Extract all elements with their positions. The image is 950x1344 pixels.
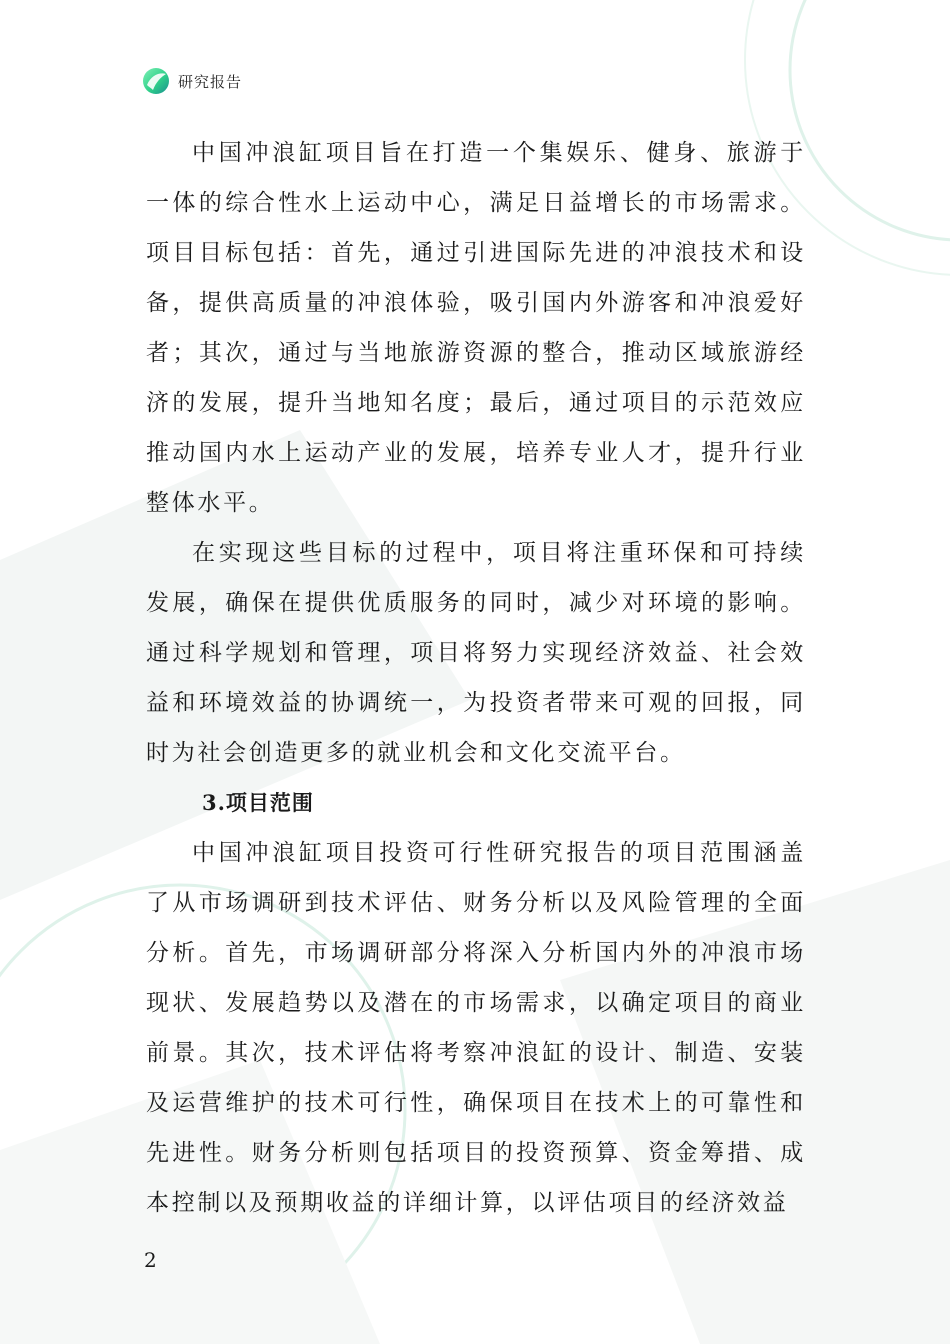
section-heading: 3.项目范围 <box>202 790 314 815</box>
paragraph: 中国冲浪缸项目旨在打造一个集娱乐、健身、旅游于一体的综合性水上运动中心，满足日益增长的市场需求。项目目标包括：首先，通过引进国际先进的冲浪技术和设备，提供高质量的冲浪体验，吸引国内外游客和冲浪爱好者；其次，通过与当地旅游资源的整合，推动区域旅游经济的发展，提升当地知名度；最后，通过项目的示范效应推动国内水上运动产业的发展，培养专业人才，提升行业整体水平。 <box>146 140 806 516</box>
leaf-logo-icon <box>142 67 170 95</box>
paragraph: 在实现这些目标的过程中，项目将注重环保和可持续发展，确保在提供优质服务的同时，减少对环境的影响。通过科学规划和管理，项目将努力实现经济效益、社会效益和环境效益的协调统一，为投资者带来可观的回报，同时为社会创造更多的就业机会和文化交流平台。 <box>146 540 806 766</box>
page-header <box>142 66 242 96</box>
header-title: 研究报告 <box>178 72 243 91</box>
document-body <box>146 128 806 1228</box>
page-number: 2 <box>144 1248 157 1272</box>
paragraph: 中国冲浪缸项目投资可行性研究报告的项目范围涵盖了从市场调研到技术评估、财务分析以及风险管理的全面分析。首先，市场调研部分将深入分析国内外的冲浪市场现状、发展趋势以及潜在的市场需求，以确定项目的商业前景。其次，技术评估将考察冲浪缸的设计、制造、安装及运营维护的技术可行性，确保项目在技术上的可靠性和先进性。财务分析则包括项目的投资预算、资金筹措、成本控制以及预期收益的详细计算，以评估项目的经济效益 <box>146 840 806 1216</box>
